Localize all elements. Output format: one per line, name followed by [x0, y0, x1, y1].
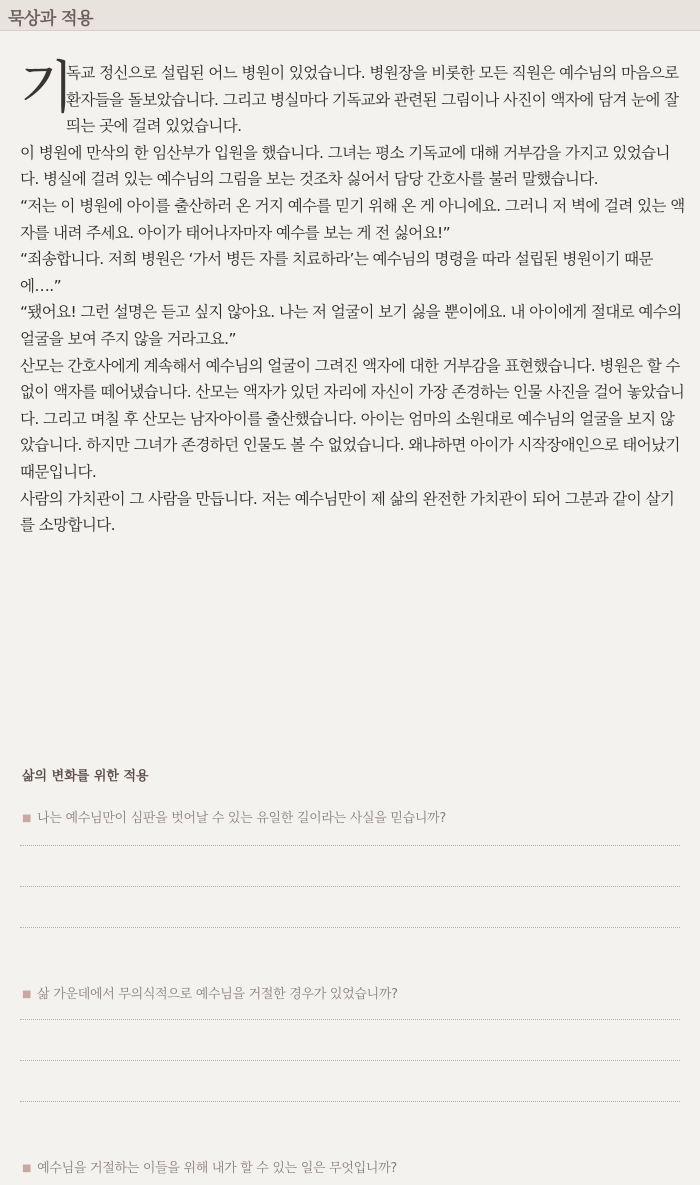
- answer-line[interactable]: [20, 845, 680, 846]
- paragraph: 사람의 가치관이 그 사람을 만듭니다. 저는 예수님만이 제 삶의 완전한 가치관이 되어 그분과 같이 살기를 소망합니다.: [20, 489, 675, 535]
- question-text: 예수님을 거절하는 이들을 위해 내가 할 수 있는 일은 무엇입니까?: [37, 1161, 397, 1176]
- application-section-title: 삶의 변화를 위한 적용: [22, 769, 149, 784]
- question-text: 나는 예수님만이 심판을 벗어날 수 있는 유일한 길이라는 사실을 믿습니까?: [37, 811, 446, 826]
- header-bar: [0, 0, 700, 31]
- answer-line[interactable]: [20, 927, 680, 928]
- answer-line[interactable]: [20, 1060, 680, 1061]
- question-2: [22, 983, 398, 1002]
- paragraph: “됐어요! 그런 설명은 듣고 싶지 않아요. 나는 저 얼굴이 보기 싫을 뿐이에요. 내 아이에게 절대로 예수의 얼굴을 보여 주지 않을 거라고요.”: [20, 303, 682, 348]
- paragraph: 이 병원에 만삭의 한 임산부가 입원을 했습니다. 그녀는 평소 기독교에 대해 거부감을 가지고 있었습니다. 병실에 걸려 있는 예수님의 그림을 보는 것조차 싫어서 담당 간호사를 불러 말했습니다.: [20, 143, 670, 189]
- question-3: [22, 1157, 397, 1176]
- section-header-title: 묵상과 적용: [8, 9, 94, 29]
- square-bullet-icon: ■: [22, 813, 32, 824]
- square-bullet-icon: ■: [22, 989, 32, 1000]
- paragraph: “저는 이 병원에 아이를 출산하러 온 거지 예수를 믿기 위해 온 게 아니에요. 그러니 저 벽에 걸려 있는 액자를 내려 주세요. 아이가 태어나자마자 예수를 보는 게 전 싫어요!”: [20, 196, 685, 242]
- paragraph: 산모는 간호사에게 계속해서 예수님의 얼굴이 그려진 액자에 대한 거부감을 표현했습니다. 병원은 할 수 없이 액자를 떼어냈습니다. 산모는 액자가 있던 자리에 자신이 가장 존경하는 인물 사진을 걸어 놓았습니다. 그리고 며칠 후 산모는 남자아이를 출산했습니다. 아이는 엄마의 소원대로 예수님의 얼굴을 보지 않았습니다. 하지만 그녀가 존경하던 인물도 볼 수 없었습니다. 왜냐하면 아이가 시작장애인으로 태어났기 때문입니다.: [20, 356, 685, 481]
- drop-cap: 기: [20, 56, 74, 121]
- meditation-text: [20, 56, 685, 539]
- question-text: 삶 가운데에서 무의식적으로 예수님을 거절한 경우가 있었습니까?: [37, 987, 398, 1002]
- paragraph: 독교 정신으로 설립된 어느 병원이 있었습니다. 병원장을 비롯한 모든 직원은 예수님의 마음으로 환자들을 돌보았습니다. 그리고 병실마다 기독교와 관련된 그림이나 사진이 액자에 담겨 눈에 잘 띄는 곳에 걸려 있었습니다.: [66, 64, 679, 136]
- answer-line[interactable]: [20, 886, 680, 887]
- square-bullet-icon: ■: [22, 1163, 32, 1174]
- paragraph: “죄송합니다. 저희 병원은 ‘가서 병든 자를 치료하라’는 예수님의 명령을 따라 설립된 병원이기 때문에….”: [20, 250, 653, 295]
- answer-line[interactable]: [20, 1101, 680, 1102]
- question-1: [22, 807, 446, 826]
- answer-line[interactable]: [20, 1019, 680, 1020]
